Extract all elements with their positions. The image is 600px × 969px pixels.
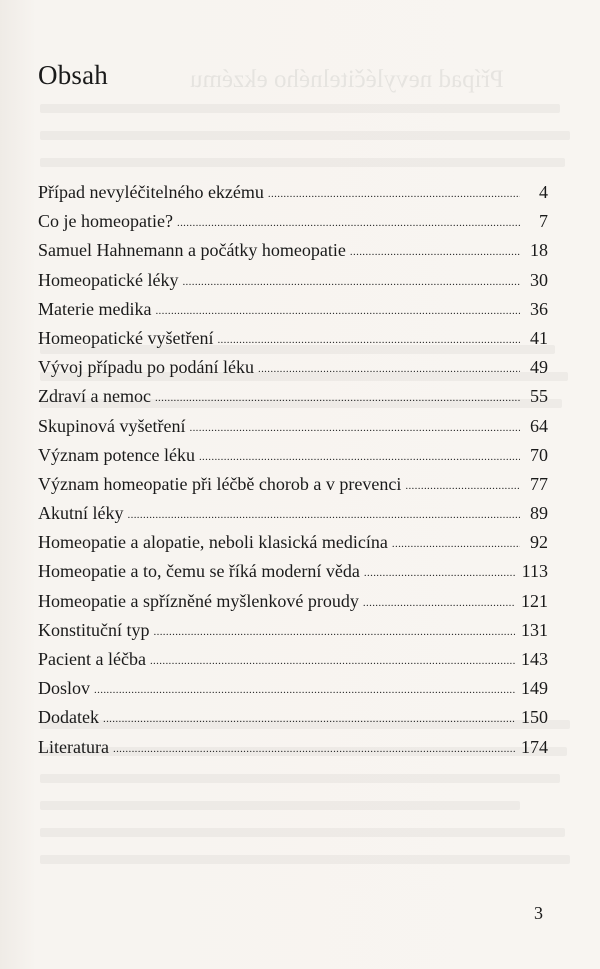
toc-entry-title: Homeopatie a to, čemu se říká moderní věda [38,561,360,582]
toc-entry [38,324,548,353]
toc-entry [38,616,548,645]
toc-entry [38,733,548,762]
dot-leader [199,440,520,472]
dot-leader [363,586,515,618]
dot-leader [268,177,520,209]
toc-entry-page: 41 [530,327,548,348]
toc-entry [38,236,548,265]
dot-leader [103,702,515,734]
dot-leader [405,469,520,501]
toc-entry [38,207,548,236]
toc-entry [38,295,548,324]
toc-entry-page: 149 [521,678,548,699]
toc-entry-page: 30 [530,269,548,290]
toc-entry-title: Význam homeopatie při léčbě chorob a v prevenci [38,473,402,494]
toc-entry-title: Samuel Hahnemann a počátky homeopatie [38,240,346,261]
toc-entry-page: 49 [530,357,548,378]
toc-entry-title: Materie medika [38,298,152,319]
toc-entry-title: Co je homeopatie? [38,211,173,232]
toc-entry-title: Pacient a léčba [38,649,146,669]
toc-entry-page: 64 [530,415,548,436]
toc-entry [38,470,548,499]
toc-entry [38,557,548,586]
page-number: 3 [534,903,543,923]
toc-entry-page: 150 [521,707,548,728]
toc-entry-title: Literatura [38,736,109,757]
toc-entry-page: 55 [530,386,548,407]
dot-leader [94,673,515,705]
toc-entry-page: 36 [530,298,548,319]
dot-leader [154,615,516,647]
toc-entry-page: 121 [521,590,548,611]
toc-entry-title: Vývoj případu po podání léku [38,357,254,378]
dot-leader [155,381,520,413]
dot-leader [155,294,520,326]
toc-entry [38,674,548,703]
toc-entry [38,441,548,470]
toc-entry-page: 7 [539,211,548,232]
toc-entry [38,645,548,674]
toc-entry [38,587,548,616]
toc-entry-title: Homeopatie a alopatie, neboli klasická medicína [38,532,388,553]
toc-entry [38,703,548,732]
toc-entry-page: 4 [539,182,548,202]
toc-entry-title: Homeopatie a spřízněné myšlenkové proudy [38,590,359,611]
dot-leader [258,352,520,384]
toc-entry [38,266,548,295]
dot-leader [392,527,520,559]
toc-entry-title: Doslov [38,678,91,699]
toc-entry-title: Konstituční typ [38,619,150,640]
toc-entry-title: Zdraví a nemoc [38,386,151,407]
table-of-contents [38,178,548,762]
toc-entry-page: 77 [530,473,548,494]
toc-entry-page: 174 [521,736,548,757]
dot-leader [182,265,520,297]
toc-entry-title: Skupinová vyšetření [38,415,186,436]
page-title: Obsah [38,60,108,90]
toc-entry [38,528,548,557]
toc-entry [38,178,548,207]
toc-entry-page: 70 [530,444,548,465]
toc-entry-page: 113 [521,561,548,582]
toc-entry-title: Případ nevyléčitelného ekzému [38,182,264,202]
toc-entry-page: 92 [530,532,548,553]
toc-entry-title: Dodatek [38,707,99,728]
show-through-title: Případ nevyléčitelného ekzému [190,66,504,93]
dot-leader [128,498,521,530]
dot-leader [150,644,515,676]
dot-leader [177,206,520,238]
dot-leader [189,411,520,443]
toc-entry [38,382,548,411]
dot-leader [364,556,516,588]
toc-entry [38,353,548,382]
toc-entry [38,412,548,441]
dot-leader [217,323,520,355]
toc-entry-title: Homeopatické vyšetření [38,327,214,348]
toc-entry [38,499,548,528]
toc-entry-page: 18 [530,240,548,261]
dot-leader [350,235,520,267]
toc-entry-page: 143 [521,649,548,669]
toc-entry-title: Význam potence léku [38,444,195,465]
toc-entry-title: Homeopatické léky [38,269,179,290]
toc-entry-page: 131 [521,619,548,640]
toc-entry-title: Akutní léky [38,503,124,524]
toc-entry-page: 89 [530,503,548,524]
dot-leader [113,732,515,764]
